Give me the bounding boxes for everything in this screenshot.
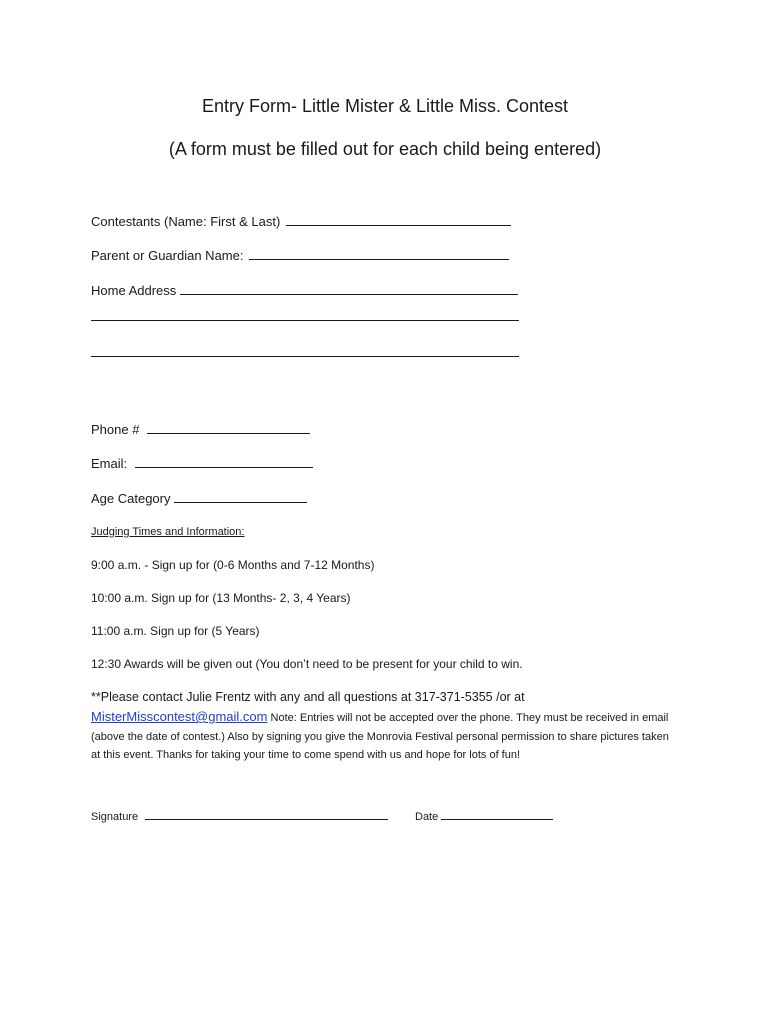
email-row: [91, 455, 313, 472]
form-title: Entry Form- Little Mister & Little Miss. Contest: [201, 96, 569, 116]
email-field[interactable]: [135, 455, 313, 468]
email-label: Email:: [91, 456, 128, 471]
parent-guardian-field[interactable]: [249, 247, 509, 260]
phone-field[interactable]: [147, 421, 310, 434]
form-subtitle: (A form must be filled out for each child being entered): [168, 139, 602, 159]
age-row: [91, 490, 307, 507]
date-label: Date: [415, 811, 439, 823]
phone-label: Phone #: [91, 422, 140, 437]
age-category-label: Age Category: [91, 491, 171, 506]
age-category-field[interactable]: [174, 490, 307, 503]
judging-time-2: 10:00 a.m. Sign up for (13 Months- 2, 3, 4 Years): [91, 591, 351, 605]
contest-email-link[interactable]: MisterMisscontest@gmail.com: [91, 709, 268, 724]
date-row: [415, 809, 553, 826]
judging-time-3: 11:00 a.m. Sign up for (5 Years): [91, 624, 260, 638]
address-line-3[interactable]: [91, 356, 519, 357]
contact-note: Note: Entries will not be accepted over the phone. They must be received in email (above the date of contest.) Also by signing you give the Monrovia Festival personal permission to share pictures taken at this event. Thanks for taking your time to come spend with us and hope for lots of fun!: [91, 712, 669, 761]
home-address-label: Home Address: [91, 283, 177, 298]
address-line-2[interactable]: [91, 320, 519, 321]
judging-time-1: 9:00 a.m. - Sign up for (0-6 Months and 7-12 Months): [91, 558, 375, 572]
contestants-label: Contestants (Name: First & Last): [91, 214, 281, 229]
contestants-row: [91, 213, 511, 230]
contestants-name-field[interactable]: [286, 213, 511, 226]
contact-note-paragraph: [91, 708, 681, 765]
signature-row: [91, 809, 388, 826]
contact-lead: **Please contact Julie Frentz with any and all questions at 317-371-5355 /or at: [91, 690, 525, 704]
phone-row: [91, 421, 310, 438]
awards-info: 12:30 Awards will be given out (You don’t need to be present for your child to win.: [91, 657, 523, 671]
signature-field[interactable]: [145, 809, 388, 820]
signature-label: Signature: [91, 811, 139, 823]
judging-heading: Judging Times and Information:: [91, 526, 245, 538]
parent-guardian-label: Parent or Guardian Name:: [91, 248, 244, 263]
parent-row: [91, 247, 509, 264]
date-field[interactable]: [441, 809, 553, 820]
address-row: [91, 282, 518, 299]
home-address-field[interactable]: [180, 282, 518, 295]
